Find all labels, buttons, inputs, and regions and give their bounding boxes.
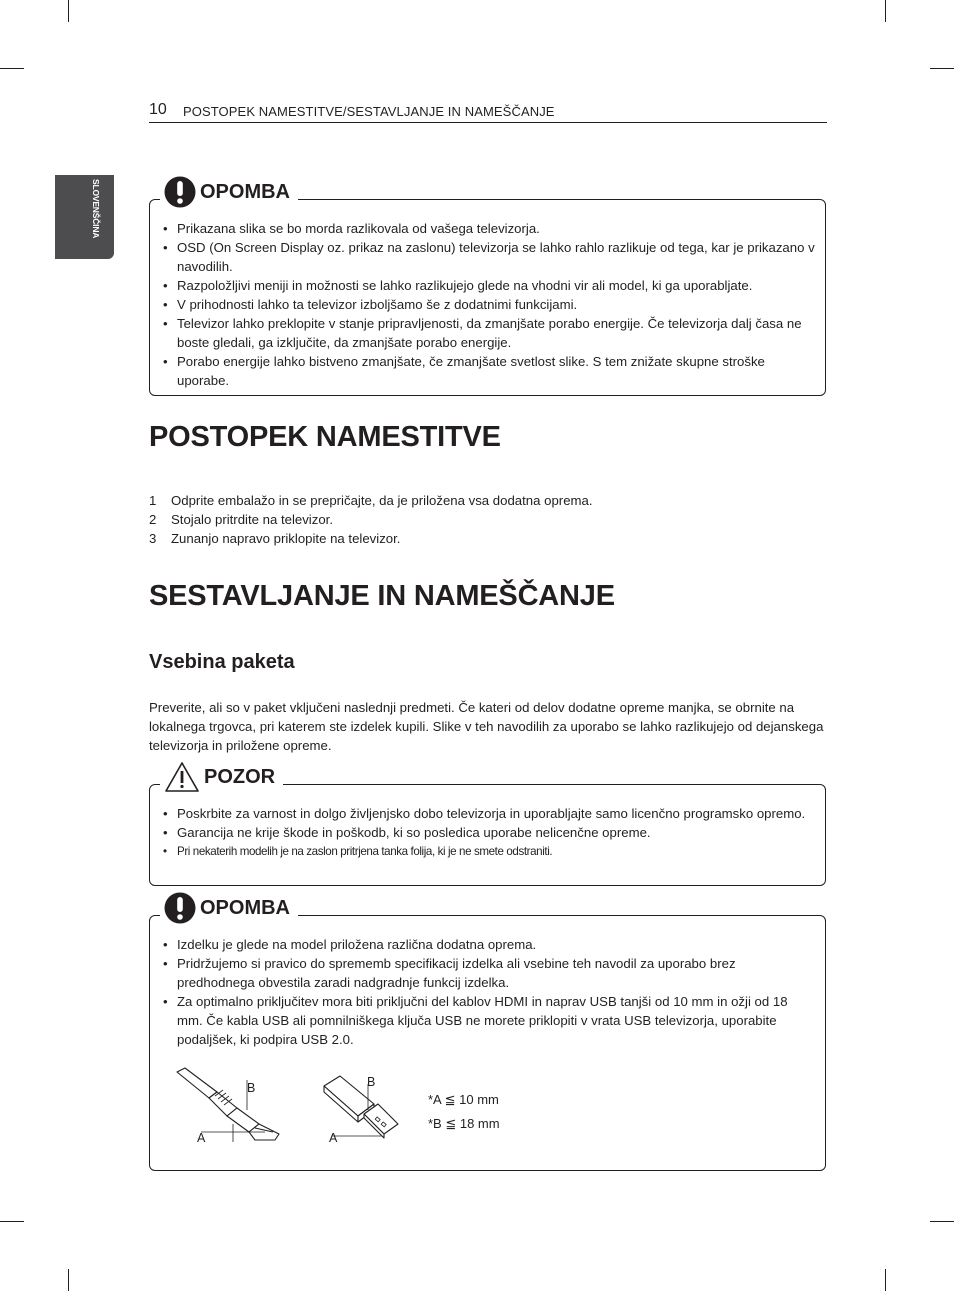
crop-mark: [930, 1221, 954, 1222]
step-number: 3: [149, 531, 157, 546]
list-item: • Izdelku je glede na model priložena različna dodatna oprema.: [163, 935, 815, 954]
warning-icon: [164, 761, 200, 793]
note-title: OPOMBA: [200, 180, 290, 203]
page-number: 10: [149, 101, 167, 118]
list-item: • Za optimalno priključitev mora biti priključni del kablov HDMI in naprav USB tanjši od 10 mm in ožji od 18 mm. Če kabla USB ali pomnilniškega ključa USB ne morete priklopiti v vrata USB televizorja, uporabite podaljšek, ki podpira USB 2.0.: [163, 992, 815, 1049]
list-item: • Pri nekaterih modelih je na zaslon pritrjena tanka folija, ki je ne smete odstraniti.: [163, 842, 815, 861]
list-item: • Garancija ne krije škode in poškodb, ki so posledica uporabe nelicenčne opreme.: [163, 823, 815, 842]
note-box: [149, 180, 826, 396]
caution-list: [163, 804, 815, 861]
page-header: [149, 101, 827, 123]
steps-list: [149, 491, 593, 548]
step-text: Stojalo pritrdite na televizor.: [171, 512, 333, 527]
dimension-b: *B ≦ 18 mm: [428, 1116, 500, 1131]
caution-title: POZOR: [204, 765, 276, 788]
note-list: [163, 219, 815, 390]
dimension-a: *A ≦ 10 mm: [428, 1092, 499, 1107]
step-text: Zunanjo napravo priklopite na televizor.: [171, 531, 401, 546]
hdmi-label-a: A: [197, 1131, 206, 1145]
hdmi-label-b: B: [247, 1081, 256, 1095]
step-number: 2: [149, 512, 157, 527]
hdmi-connector-illustration: [175, 1066, 285, 1151]
list-item: • Prikazana slika se bo morda razlikovala od vašega televizorja.: [163, 219, 815, 238]
note-list: [163, 935, 815, 1049]
crop-mark: [885, 0, 886, 22]
exclamation-icon: [164, 176, 196, 208]
crop-mark: [930, 68, 954, 69]
list-item: • Razpoložljivi meniji in možnosti se lahko razlikujejo glede na vhodni vir ali model, ki ga uporabljate.: [163, 276, 815, 295]
section-title: POSTOPEK NAMESTITVE: [149, 421, 501, 453]
step-item: [149, 510, 593, 529]
step-item: [149, 491, 593, 510]
step-text: Odprite embalažo in se prepričajte, da je priložena vsa dodatna oprema.: [171, 493, 593, 508]
list-item: • Televizor lahko preklopite v stanje pripravljenosti, da zmanjšate porabo energije. Če televizorja dalj časa ne boste gledali, ga izklјučite, da zmanjšate porabo energije.: [163, 314, 815, 352]
note-header: [160, 892, 298, 924]
caution-header: [160, 761, 283, 793]
section-title: SESTAVLJANJE IN NAMEŠČANJE: [149, 580, 615, 612]
language-tab: [55, 175, 114, 259]
note-header: [160, 176, 298, 208]
list-item: • Poskrbite za varnost in dolgo življenjsko dobo televizorja in uporabljajte samo licenčno programsko opremo.: [163, 804, 815, 823]
list-item: • Porabo energije lahko bistveno zmanjšate, če zmanjšate svetlost slike. S tem znižate skupne stroške uporabe.: [163, 352, 815, 390]
usb-label-b: B: [367, 1075, 376, 1089]
language-tab-label: SLOVENŠČINA: [91, 179, 101, 239]
step-number: 1: [149, 493, 157, 508]
usb-label-a: A: [329, 1131, 338, 1145]
intro-paragraph: Preverite, ali so v paket vključeni naslednji predmeti. Če kateri od delov dodatne opreme manjka, se obrnite na lokalnega trgovca, pri katerem ste izdelek kupili. Slike v teh navodilih za uporabo se lahko razlikujejo od dejanskega televizorja in priložene opreme.: [149, 700, 824, 753]
crop-mark: [0, 68, 24, 69]
list-item: • V prihodnosti lahko ta televizor izboljšamo še z dodatnimi funkcijami.: [163, 295, 815, 314]
crop-mark: [68, 0, 69, 22]
note-title: OPOMBA: [200, 896, 290, 919]
step-item: [149, 529, 593, 548]
caution-box: [149, 765, 826, 886]
list-item: • Pridržujemo si pravico do sprememb specifikacij izdelka ali vsebine teh navodil za uporabo brez predhodnega obvestila zaradi nadgradnje funkcij izdelka.: [163, 954, 815, 992]
crop-mark: [0, 1221, 24, 1222]
crop-mark: [885, 1269, 886, 1291]
header-title: POSTOPEK NAMESTITVE/SESTAVLJANJE IN NAMEŠČANJE: [183, 104, 555, 119]
exclamation-icon: [164, 892, 196, 924]
crop-mark: [68, 1269, 69, 1291]
list-item: • OSD (On Screen Display oz. prikaz na zaslonu) televizorja se lahko rahlo razlikuje od tega, kar je prikazano v navodilih.: [163, 238, 815, 276]
note-box: [149, 896, 826, 1171]
subsection-title: Vsebina paketa: [149, 651, 295, 673]
